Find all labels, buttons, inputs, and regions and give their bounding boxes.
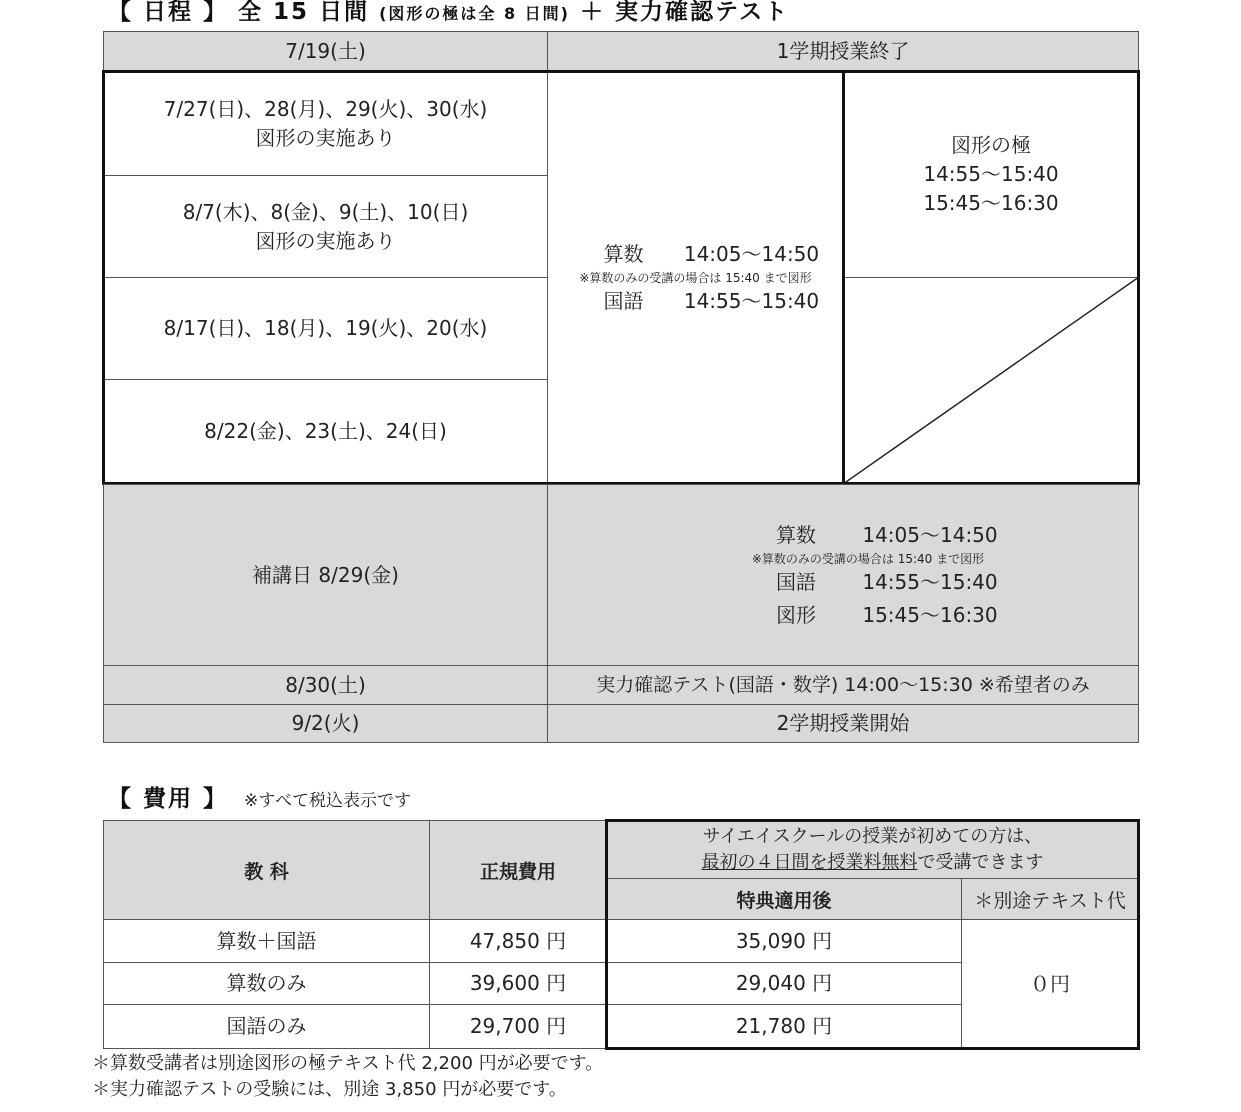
after-header: 特典適用後: [736, 889, 832, 912]
fee-row-regular: [429, 962, 607, 1005]
heading-paren: (図形の極は全 8 日間): [379, 4, 570, 23]
fee-note: ※すべて税込表示です: [244, 791, 411, 811]
footnotes: [92, 1051, 603, 1103]
fee-row-regular: [429, 919, 607, 963]
makeup-math-note: ※算数のみの受講の場合は 15:40 まで図形: [751, 551, 985, 566]
session-dates: 7/27(日)、28(月)、29(火)、30(水): [163, 96, 488, 121]
footnote: ＊実力確認テストの受験には、別途 3,850 円が必要です。: [92, 1079, 567, 1100]
start-date: 7/19(土): [285, 38, 366, 63]
japanese-subject: 国語: [603, 288, 644, 313]
session-note: 図形の実施あり: [255, 228, 396, 253]
text-fee-value: ０円: [1030, 971, 1070, 996]
makeup-math-row: [737, 521, 999, 550]
fee-label: 費用: [143, 786, 194, 812]
row-after: 29,040 円: [735, 971, 833, 995]
zukei-time: 15:45〜16:30: [923, 191, 1059, 215]
session-note: 図形の実施あり: [255, 125, 396, 150]
row-subject: 国語のみ: [226, 1014, 307, 1038]
test-event: 実力確認テスト(国語・数学) 14:00〜15:30 ※希望者のみ: [596, 673, 1090, 696]
end-event: 2学期授業開始: [776, 711, 910, 735]
fee-subject-header: [103, 820, 430, 920]
makeup-zukei-row: [737, 601, 999, 630]
footnote: ＊算数受講者は別途図形の極テキスト代 2,200 円が必要です。: [92, 1053, 604, 1074]
makeup-math-subject: 算数: [776, 522, 816, 547]
makeup-day-cell: [103, 484, 548, 666]
row-regular: 29,700 円: [469, 1014, 567, 1038]
heading-bracket-close: 】: [203, 0, 229, 25]
fee-row-subject: [103, 962, 430, 1005]
makeup-classes-cell: [547, 484, 1139, 666]
fee-row-regular: [429, 1004, 607, 1049]
text-fee-header: ＊別途テキスト代: [974, 889, 1126, 912]
heading-bracket-open: 【: [108, 0, 133, 25]
subject-header: 教 科: [244, 860, 289, 883]
fee-regular-header: [429, 820, 607, 920]
row-subject: 算数＋国語: [216, 928, 317, 953]
test-event-cell: [547, 665, 1139, 705]
fee-bracket-open: 【: [108, 786, 133, 812]
makeup-japanese-row: [737, 568, 999, 597]
math-time: 14:05〜14:50: [683, 241, 820, 266]
makeup-zukei-subject: 図形: [776, 602, 816, 627]
fee-bracket-close: 】: [203, 786, 229, 812]
zukei-title: 図形の極: [951, 133, 1031, 157]
makeup-japanese-subject: 国語: [776, 569, 816, 594]
zukei-time: 14:55〜15:40: [923, 162, 1059, 186]
end-date-cell: [103, 704, 548, 743]
row-regular: 39,600 円: [469, 971, 567, 995]
end-date: 9/2(火): [291, 711, 360, 735]
makeup-zukei-time: 15:45〜16:30: [862, 602, 998, 627]
test-date: 8/30(土): [285, 672, 366, 697]
math-only-note: ※算数のみの受講の場合は 15:40 まで図形: [579, 270, 812, 285]
heading-plus: ＋: [580, 0, 606, 25]
zukei-block-border: [842, 70, 1140, 485]
row-after: 21,780 円: [735, 1014, 833, 1038]
fee-row-subject: [103, 1004, 430, 1049]
regular-header: 正規費用: [479, 860, 556, 883]
promo-rest-text: で受講できます: [917, 851, 1044, 873]
session-dates: 8/17(日)、18(月)、19(火)、20(水): [163, 316, 488, 340]
promo-line-1: サイエイスクールの授業が初めての方は、: [702, 825, 1043, 847]
end-event-cell: [547, 704, 1139, 743]
japanese-time: 14:55〜15:40: [683, 288, 820, 313]
promo-free-text: 最初の４日間を授業料無料: [701, 851, 918, 873]
heading-main: 全 15 日間: [238, 0, 370, 25]
start-event: 1学期授業終了: [776, 38, 910, 63]
math-subject: 算数: [603, 241, 644, 266]
makeup-math-time: 14:05〜14:50: [862, 522, 998, 547]
test-date-cell: [103, 665, 548, 705]
fee-heading: [108, 784, 411, 814]
start-date-cell: [103, 31, 548, 71]
heading-test: 実力確認テスト: [615, 0, 790, 25]
session-dates: 8/7(木)、8(金)、9(土)、10(日): [182, 199, 469, 224]
heading-label: 日程: [143, 0, 194, 25]
session-dates: 8/22(金)、23(土)、24(日): [204, 419, 447, 443]
makeup-japanese-time: 14:55〜15:40: [862, 569, 998, 594]
row-after: 35,090 円: [735, 928, 833, 953]
makeup-day-label: 補講日 8/29(金): [252, 562, 399, 587]
row-subject: 算数のみ: [226, 971, 307, 995]
schedule-heading: [108, 0, 789, 27]
fee-row-subject: [103, 919, 430, 963]
start-event-cell: [547, 31, 1139, 71]
promo-block-border: [605, 819, 1140, 1050]
row-regular: 47,850 円: [469, 928, 567, 953]
